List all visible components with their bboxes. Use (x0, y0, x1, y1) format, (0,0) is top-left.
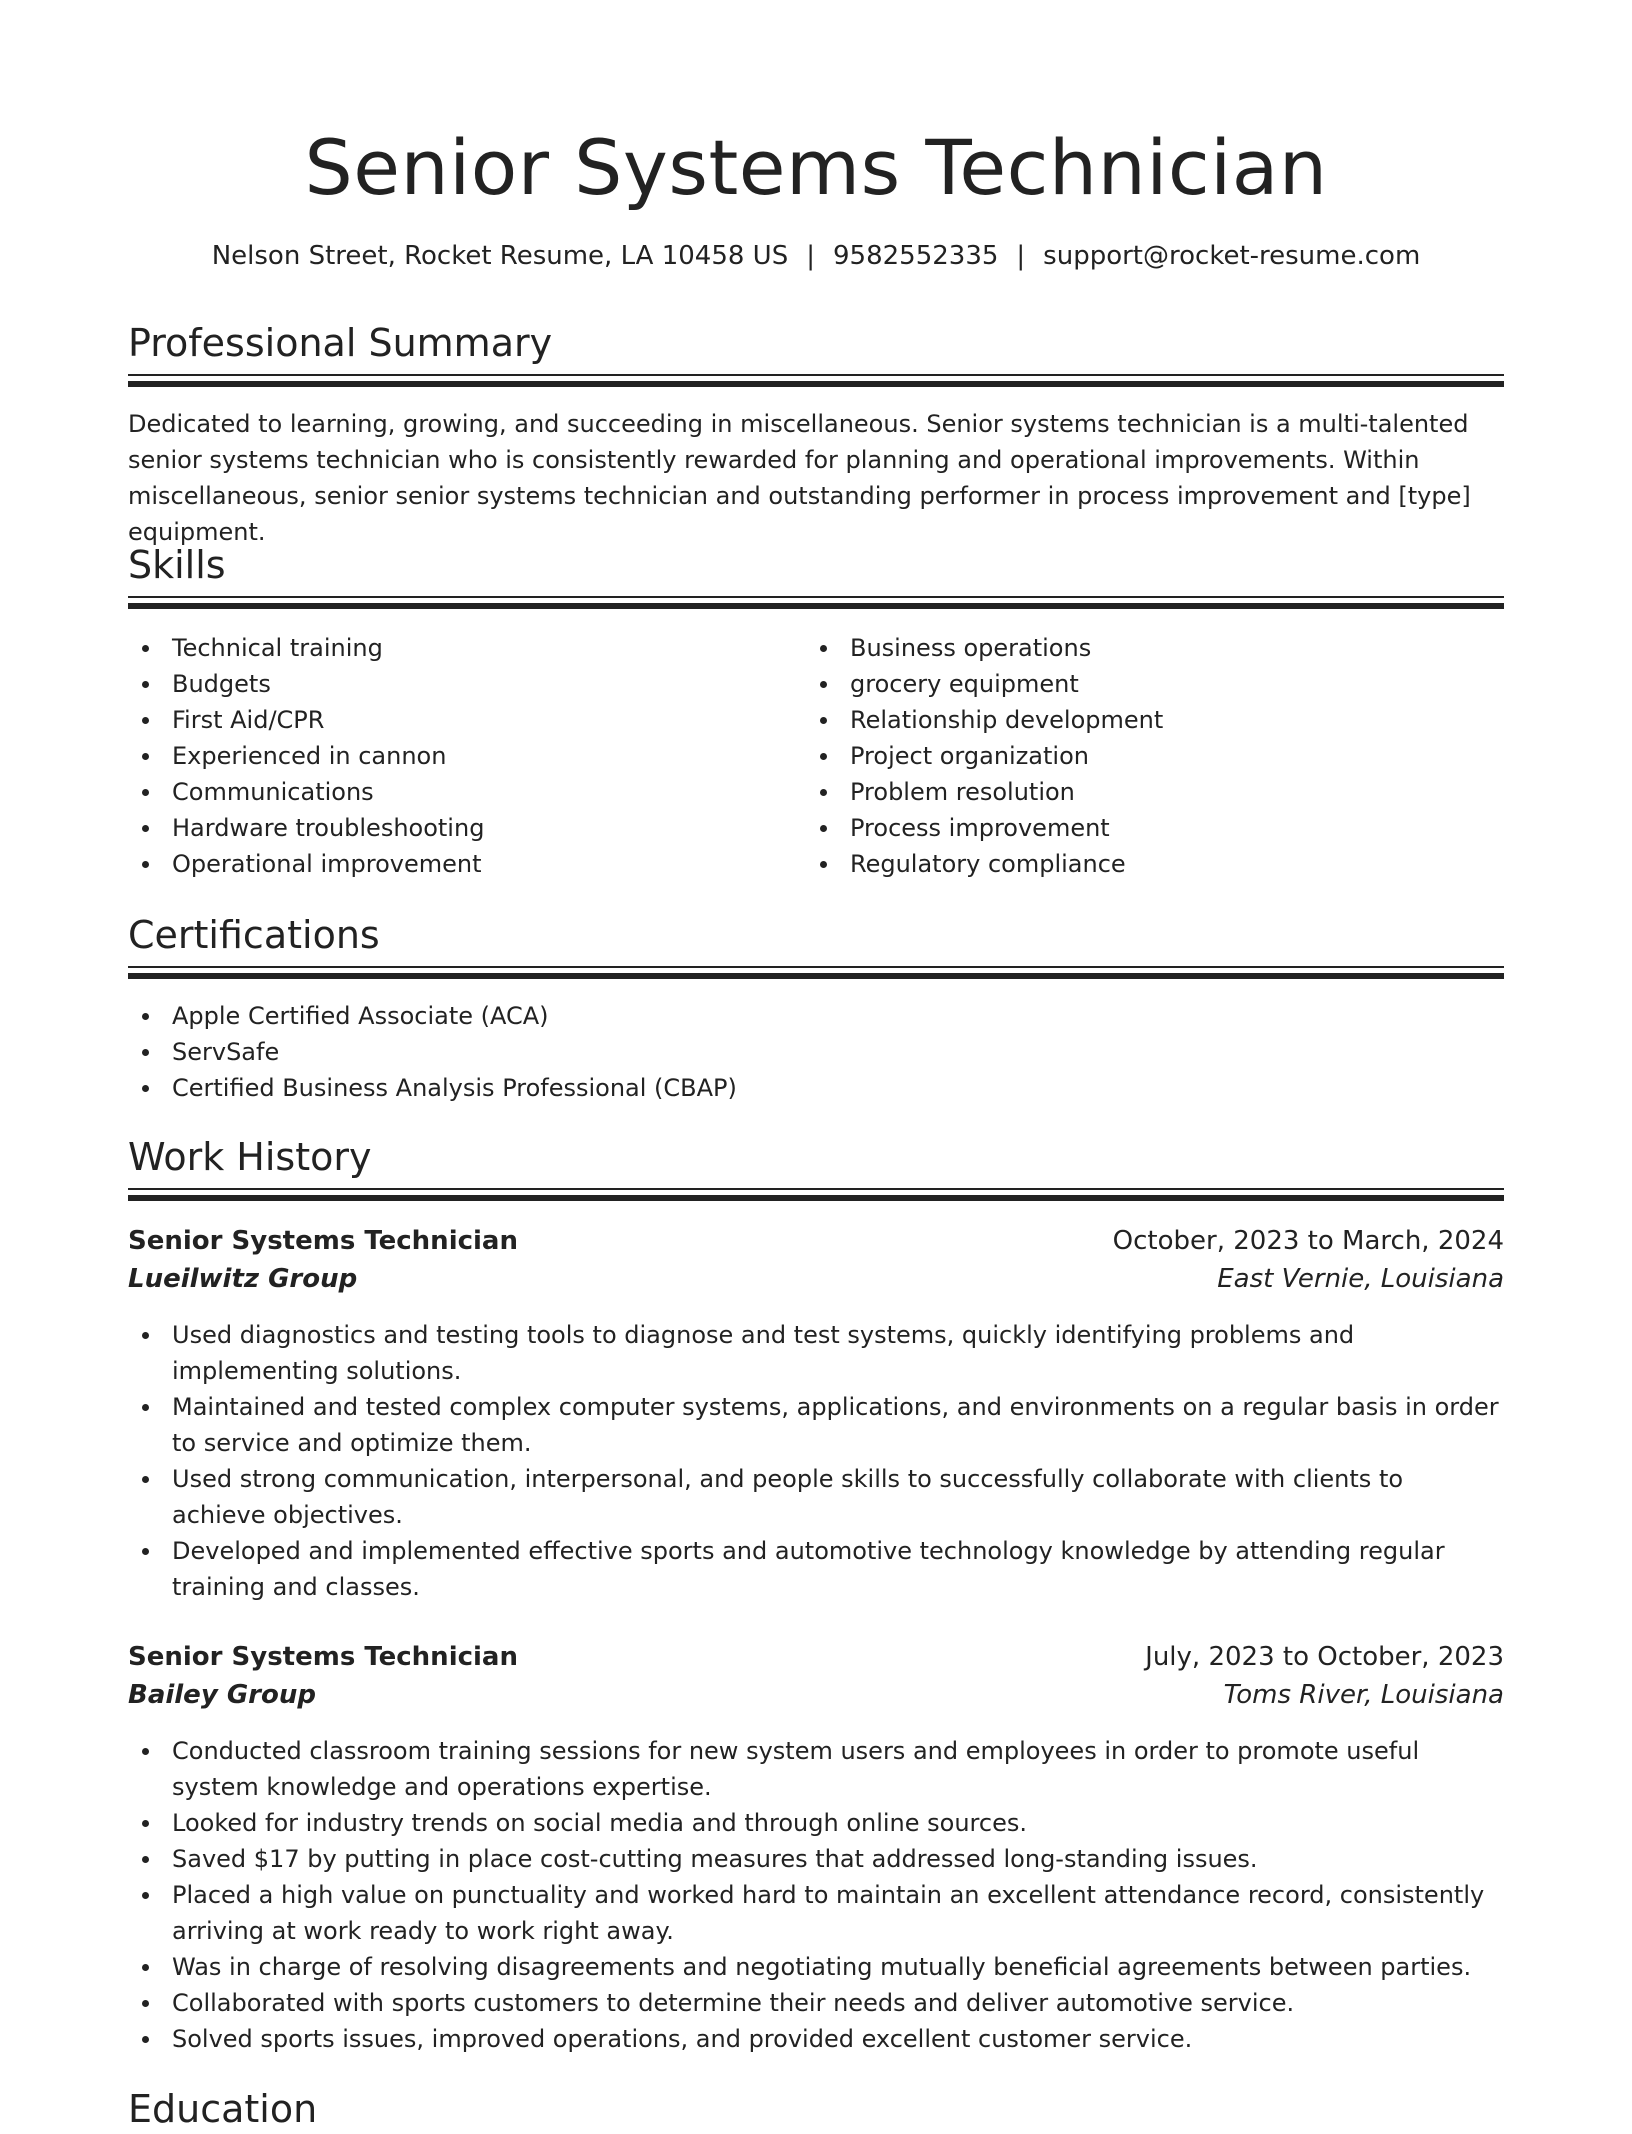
section-divider (128, 1188, 1504, 1202)
skills-list-left (128, 630, 788, 882)
section-title-education: Education (128, 2087, 318, 2131)
job-bullet: Used diagnostics and testing tools to diagnose and test systems, quickly identifying problems and implementing solutions. (128, 1317, 1504, 1389)
skill-item: Budgets (128, 666, 788, 702)
job-bullet: Used strong communication, interpersonal, and people skills to successfully collaborate with clients to achieve objectives. (128, 1461, 1504, 1533)
section-divider (128, 966, 1504, 980)
skill-item: Technical training (128, 630, 788, 666)
section-title-certifications: Certifications (128, 913, 380, 957)
job-company: Lueilwitz Group (128, 1264, 358, 1294)
certification-item: ServSafe (128, 1034, 1504, 1070)
skill-item: Project organization (806, 738, 1504, 774)
job-dates: October, 2023 to March, 2024 (1112, 1226, 1504, 1256)
job-bullet: Placed a high value on punctuality and worked hard to maintain an excellent attendance record, consistently arriving at work ready to work right away. (128, 1877, 1504, 1949)
section-title-work-history: Work History (128, 1135, 372, 1179)
candidate-name: Senior Systems Technician (304, 123, 1328, 212)
contact-phone: 9582552335 (832, 241, 999, 271)
certification-item: Certified Business Analysis Professional (CBAP) (128, 1070, 1504, 1106)
job-bullets (128, 1733, 1504, 2057)
skill-item: Problem resolution (806, 774, 1504, 810)
contact-line (128, 236, 1504, 276)
skill-item: Business operations (806, 630, 1504, 666)
contact-address: Nelson Street, Rocket Resume, LA 10458 US (211, 241, 789, 271)
job-bullet: Conducted classroom training sessions for new system users and employees in order to promote useful system knowledge and operations expertise. (128, 1733, 1504, 1805)
summary-text: Dedicated to learning, growing, and succeeding in miscellaneous. Senior systems technician is a multi-talented senior systems technician who is consistently rewarded for planning and operational improvements. Within miscellaneous, senior senior systems technician and outstanding performer in process improvement and [type] equipment. (128, 410, 1471, 546)
job-bullet: Saved $17 by putting in place cost-cutting measures that addressed long-standing issues. (128, 1841, 1504, 1877)
section-title-skills: Skills (128, 543, 226, 587)
skill-item: First Aid/CPR (128, 702, 788, 738)
skill-item: Relationship development (806, 702, 1504, 738)
contact-email[interactable]: support@rocket-resume.com (1043, 241, 1421, 271)
section-title-summary: Professional Summary (128, 321, 553, 365)
skill-item: Regulatory compliance (806, 846, 1504, 882)
job-title: Senior Systems Technician (128, 1226, 518, 1256)
job-company: Bailey Group (128, 1680, 316, 1710)
job-bullet: Looked for industry trends on social media and through online sources. (128, 1805, 1504, 1841)
job-title: Senior Systems Technician (128, 1642, 518, 1672)
job-bullet: Was in charge of resolving disagreements and negotiating mutually beneficial agreements between parties. (128, 1949, 1504, 1985)
job-location: Toms River, Louisiana (1223, 1680, 1504, 1710)
section-divider (128, 374, 1504, 388)
skill-item: grocery equipment (806, 666, 1504, 702)
contact-separator: | (1016, 241, 1026, 271)
skill-item: Communications (128, 774, 788, 810)
section-divider (128, 596, 1504, 610)
skills-list-right (806, 630, 1504, 882)
certifications-list (128, 998, 1504, 1106)
job-bullet: Solved sports issues, improved operations, and provided excellent customer service. (128, 2021, 1504, 2057)
skill-item: Process improvement (806, 810, 1504, 846)
job-location: East Vernie, Louisiana (1217, 1264, 1504, 1294)
job-bullet: Maintained and tested complex computer systems, applications, and environments on a regular basis in order to service and optimize them. (128, 1389, 1504, 1461)
certification-item: Apple Certified Associate (ACA) (128, 998, 1504, 1034)
job-bullets (128, 1317, 1504, 1605)
skill-item: Hardware troubleshooting (128, 810, 788, 846)
skill-item: Experienced in cannon (128, 738, 788, 774)
job-bullet: Collaborated with sports customers to determine their needs and deliver automotive service. (128, 1985, 1504, 2021)
job-dates: July, 2023 to October, 2023 (1145, 1642, 1504, 1672)
contact-separator: | (806, 241, 815, 271)
job-bullet: Developed and implemented effective sports and automotive technology knowledge by attending regular training and classes. (128, 1533, 1504, 1605)
skill-item: Operational improvement (128, 846, 788, 882)
